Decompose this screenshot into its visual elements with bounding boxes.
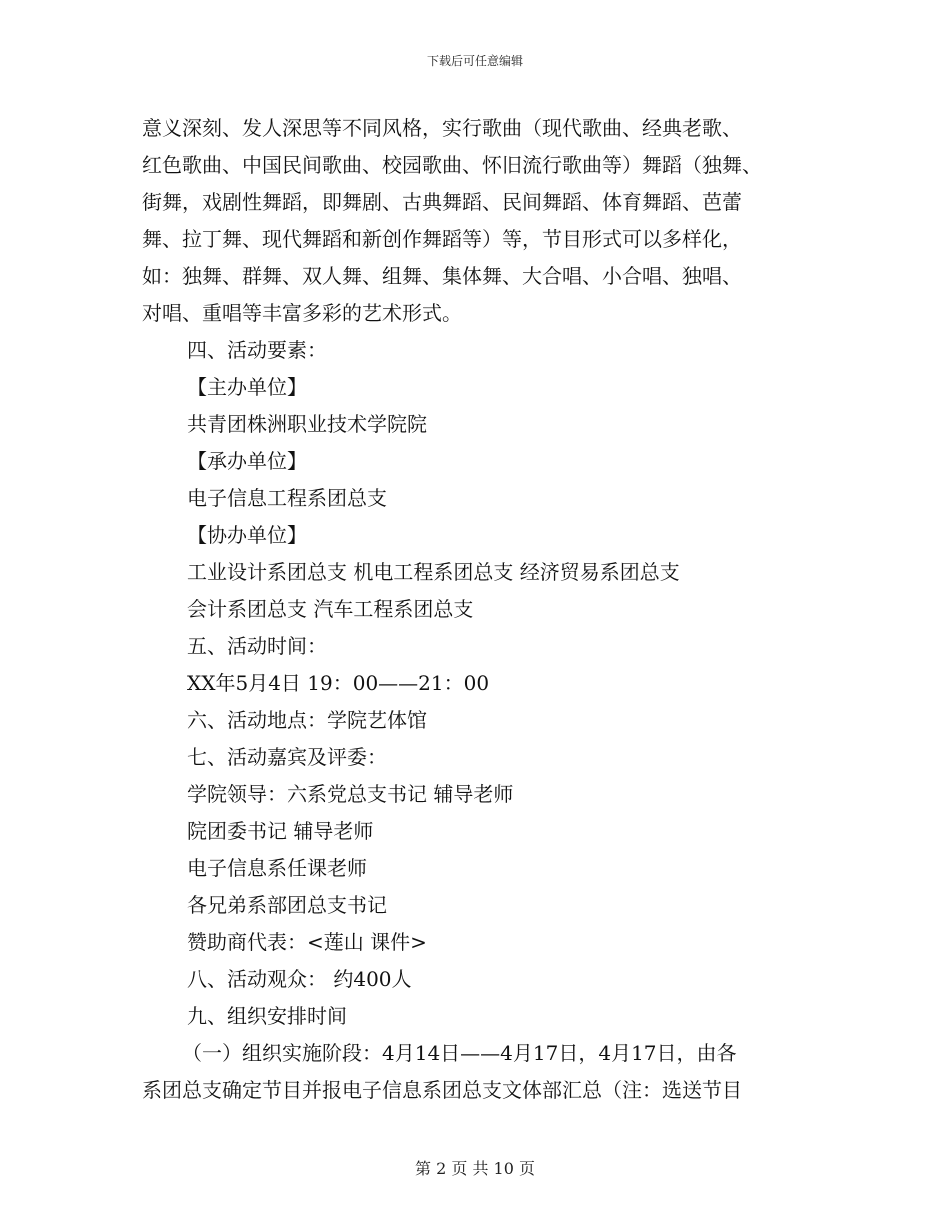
document-body	[142, 110, 822, 1109]
text-line: 共青团株洲职业技术学院院	[187, 412, 427, 436]
text-line: 各兄弟系部团总支书记	[187, 893, 387, 917]
text-line: （一）组织实施阶段：4月14日——4月17日，4月17日，由各	[182, 1041, 737, 1065]
text-line: 五、活动时间：	[187, 634, 327, 658]
text-line: 如：独舞、群舞、双人舞、组舞、集体舞、大合唱、小合唱、独唱、	[142, 264, 742, 288]
text-line: 学院领导：六系党总支书记 辅导老师	[187, 782, 514, 806]
text-line: 七、活动嘉宾及评委：	[187, 745, 387, 769]
text-line: 【协办单位】	[187, 523, 307, 547]
text-line: 八、活动观众： 约400人	[187, 967, 412, 991]
page-header: 下载后可任意编辑	[426, 54, 523, 68]
text-line: 系团总支确定节目并报电子信息系团总支文体部汇总（注：选送节目	[142, 1078, 742, 1102]
text-line: 舞、拉丁舞、现代舞蹈和新创作舞蹈等）等，节目形式可以多样化，	[142, 227, 742, 251]
text-line: 会计系团总支 汽车工程系团总支	[187, 597, 474, 621]
text-line: 【主办单位】	[187, 375, 307, 399]
text-line: 院团委书记 辅导老师	[187, 819, 374, 843]
text-line: 【承办单位】	[187, 449, 307, 473]
text-line: XX年5月4日 19：00——21：00	[187, 671, 490, 695]
text-line: 九、组织安排时间	[187, 1004, 347, 1028]
text-line: 对唱、重唱等丰富多彩的艺术形式。	[142, 301, 462, 325]
text-line: 红色歌曲、中国民间歌曲、校园歌曲、怀旧流行歌曲等）舞蹈（独舞、	[142, 153, 762, 177]
text-line: 街舞，戏剧性舞蹈，即舞剧、古典舞蹈、民间舞蹈、体育舞蹈、芭蕾	[142, 190, 742, 214]
page-footer: 第 2 页 共 10 页	[415, 1159, 535, 1178]
text-line: 工业设计系团总支 机电工程系团总支 经济贸易系团总支	[187, 560, 680, 584]
text-line: 电子信息工程系团总支	[187, 486, 387, 510]
text-line: 六、活动地点：学院艺体馆	[187, 708, 427, 732]
text-line: 赞助商代表：<莲山 课件>	[187, 930, 427, 954]
text-line: 电子信息系任课老师	[187, 856, 367, 880]
text-line: 意义深刻、发人深思等不同风格，实行歌曲（现代歌曲、经典老歌、	[142, 116, 742, 140]
text-line: 四、活动要素：	[187, 338, 327, 362]
